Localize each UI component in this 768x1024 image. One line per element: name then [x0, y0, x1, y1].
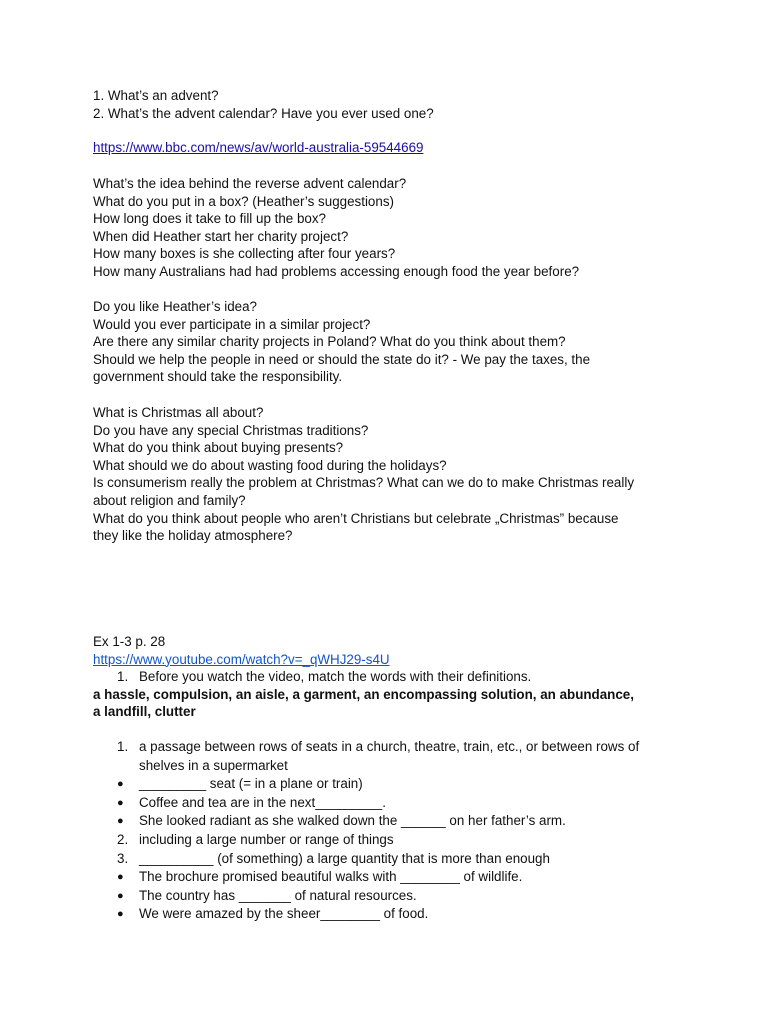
list-item	[93, 850, 683, 869]
list-item	[93, 831, 683, 850]
list-marker: 1.	[117, 739, 129, 754]
question-line: How many Australians had had problems accessing enough food the year before?	[93, 263, 580, 279]
question-line: Should we help the people in need or should the state do it? - We pay the taxes, the	[93, 351, 591, 367]
item-text: __________ (of something) a large quantity that is more than enough	[139, 850, 550, 866]
question-line: about religion and family?	[93, 492, 246, 508]
instruction-text: Before you watch the video, match the words with their definitions.	[139, 669, 532, 685]
instruction-item	[93, 668, 693, 686]
item-text: We were amazed by the sheer________ of food.	[139, 906, 429, 922]
list-item	[93, 738, 683, 775]
question-line: How many boxes is she collecting after four years?	[93, 246, 396, 262]
question-line: What do you think about buying presents?	[93, 440, 344, 456]
exercise-section	[93, 633, 693, 721]
question-line: Would you ever participate in a similar project?	[93, 316, 371, 332]
item-text: a passage between rows of seats in a church, theatre, train, etc., or between rows of shelves in a supermarket	[139, 739, 640, 773]
question-line: What’s the idea behind the reverse advent calendar?	[93, 176, 407, 191]
question-line: What should we do about wasting food during the holidays?	[93, 457, 447, 473]
youtube-video-link[interactable]: https://www.youtube.com/watch?v=_qWHJ29-s4U	[93, 651, 390, 667]
list-item	[93, 812, 683, 831]
question-line: How long does it take to fill up the box?	[93, 211, 326, 227]
definitions-list	[93, 738, 683, 924]
item-text: _________ seat (= in a plane or train)	[139, 776, 363, 792]
bullet-icon: ●	[117, 778, 124, 791]
question-line: Is consumerism really the problem at Christmas? What can we do to make Christmas really	[93, 475, 635, 491]
christmas-questions	[93, 404, 693, 545]
list-marker: 3.	[117, 850, 129, 866]
vocabulary-line: a landfill, clutter	[93, 704, 196, 720]
question-line: Do you have any special Christmas traditions?	[93, 422, 369, 438]
question-line: 2. What’s the advent calendar? Have you ever used one?	[93, 105, 434, 121]
item-text: The brochure promised beautiful walks with ________ of wildlife.	[139, 869, 523, 885]
intro-questions	[93, 87, 693, 122]
list-item	[93, 775, 683, 794]
bullet-icon: ●	[117, 871, 124, 884]
question-line: What is Christmas all about?	[93, 405, 264, 420]
item-text: She looked radiant as she walked down the ______ on her father’s arm.	[139, 813, 566, 829]
question-line: What do you think about people who aren’t Christians but celebrate „Christmas” because	[93, 510, 619, 526]
exercise-heading: Ex 1-3 p. 28	[93, 634, 166, 649]
question-line: 1. What’s an advent?	[93, 88, 219, 103]
vocabulary-line: a hassle, compulsion, an aisle, a garment, an encompassing solution, an abundance,	[93, 686, 634, 702]
bbc-link-block	[93, 139, 693, 157]
question-line: government should take the responsibility.	[93, 369, 343, 385]
question-line: When did Heather start her charity project?	[93, 228, 349, 244]
discussion-questions	[93, 298, 693, 386]
bullet-icon: ●	[117, 889, 124, 902]
bullet-icon: ●	[117, 815, 124, 828]
list-item	[93, 794, 683, 813]
item-text: The country has _______ of natural resources.	[139, 887, 417, 903]
list-item	[93, 868, 683, 887]
bbc-video-link[interactable]: https://www.bbc.com/news/av/world-australia-59544669	[93, 140, 424, 155]
question-line: Are there any similar charity projects in Poland? What do you think about them?	[93, 334, 566, 350]
list-item	[93, 905, 683, 924]
item-text: Coffee and tea are in the next_________.	[139, 794, 386, 810]
bullet-icon: ●	[117, 908, 124, 921]
question-line: they like the holiday atmosphere?	[93, 528, 293, 544]
question-line: What do you put in a box? (Heather’s suggestions)	[93, 193, 394, 209]
list-marker: 2.	[117, 831, 129, 847]
list-item	[93, 887, 683, 906]
item-text: including a large number or range of things	[139, 831, 394, 847]
question-line: Do you like Heather’s idea?	[93, 299, 258, 314]
bullet-icon: ●	[117, 796, 124, 809]
video-questions	[93, 175, 693, 281]
list-marker: 1.	[117, 669, 129, 685]
